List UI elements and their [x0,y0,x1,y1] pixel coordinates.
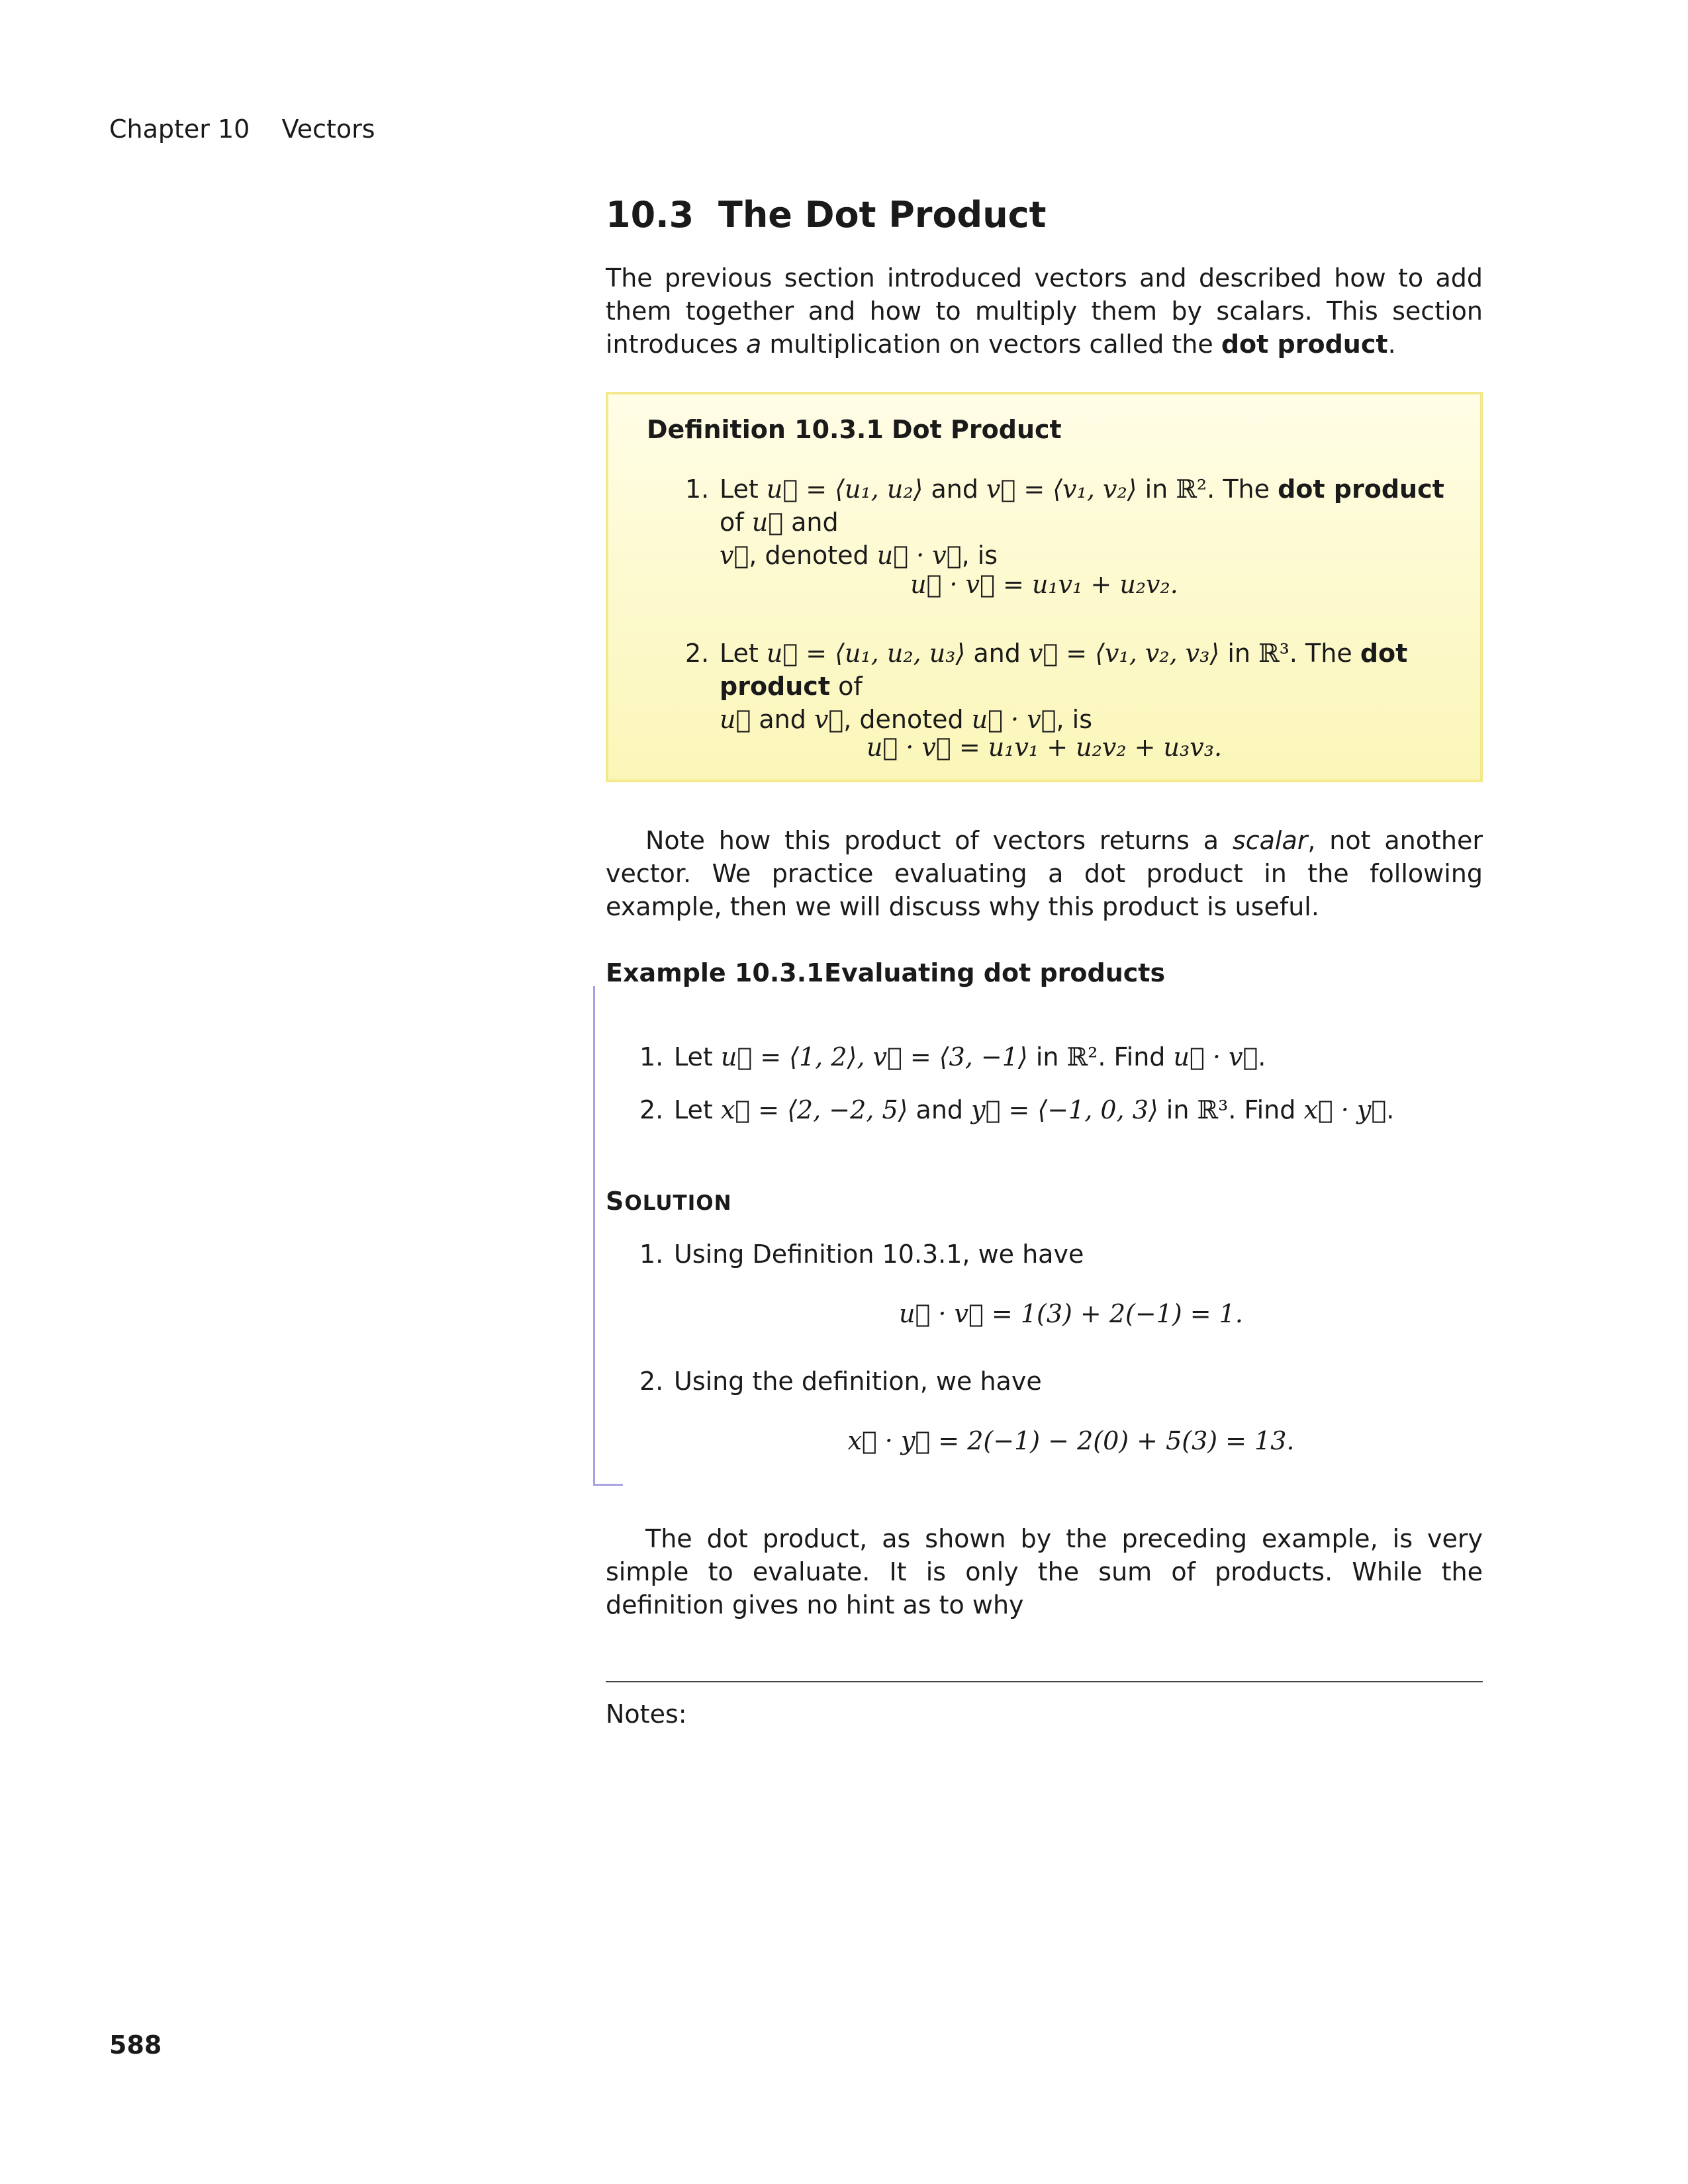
math: u⃗ [751,508,783,537]
definition-heading [647,413,1062,446]
section-title: The Dot Product [718,194,1047,236]
solution-formula-1: u⃗ · v⃗ = 1(3) + 2(−1) = 1. [899,1299,1243,1328]
text: , denoted [843,705,972,734]
math: u⃗ [720,705,751,734]
solution-formula-2: x⃗ · y⃗ = 2(−1) − 2(0) + 5(3) = 13. [847,1426,1295,1455]
math: u⃗ = ⟨u₁, u₂, u₃⟩ [766,639,966,668]
item-number: 2. [685,639,710,668]
note-text: Note how this product of vectors returns a [645,826,1233,855]
notes-label: Notes: [606,1700,687,1729]
math: u⃗ · v⃗ [876,541,962,570]
solution-item-1 [639,1238,1468,1271]
text: of [720,508,752,537]
math: v⃗ [720,541,749,570]
math: v⃗ = ⟨v₁, v₂, v₃⟩ [1028,639,1220,668]
intro-emphasis: a [745,330,762,359]
definition-item-1 [685,473,1448,572]
text: in [1158,1095,1197,1124]
bold-term: dot product [1278,475,1444,504]
definition-title: Dot Product [892,415,1062,444]
item-number: 1. [685,475,710,504]
math-space: ℝ³ [1258,639,1289,668]
example-item-1 [639,1040,1468,1073]
intro-paragraph [606,261,1483,361]
item-number: 1. [639,1042,664,1071]
text: and [783,508,839,537]
text: in [1027,1042,1067,1071]
item-number: 1. [639,1240,664,1269]
solution-text: Using Definition 10.3.1, we have [674,1240,1084,1269]
math: v⃗ [814,705,844,734]
definition-item-2 [685,637,1448,736]
math: u⃗ = ⟨u₁, u₂⟩ [766,475,923,504]
running-head: Chapter 10 Vectors [109,114,375,144]
text: Let [674,1095,721,1124]
math: v⃗ = ⟨v₁, v₂⟩ [986,475,1137,504]
item-number: 2. [639,1367,664,1396]
item-number: 2. [639,1095,664,1124]
closing-paragraph: The dot product, as shown by the preceding example, is very simple to evaluate. It is only the sum of products. While the definition gives no hint as to why [606,1524,1483,1619]
solution-heading: SOLUTION [606,1187,732,1216]
text: . The [1289,639,1360,668]
text: . Find [1228,1095,1304,1124]
example-title: Evaluating dot products [824,958,1166,987]
text: Let [720,639,767,668]
example-label: Example 10.3.1 [606,958,824,987]
text: . [1386,1095,1395,1124]
math: x⃗ = ⟨2, −2, 5⟩ [720,1095,908,1124]
text: . Find [1098,1042,1174,1071]
definition-box [606,392,1483,782]
math: u⃗ = ⟨1, 2⟩, v⃗ = ⟨3, −1⟩ [720,1042,1028,1071]
note-paragraph [606,824,1483,923]
text: in [1219,639,1259,668]
intro-bold-term: dot product [1221,330,1388,359]
solution-heading-rest: OLUTION [624,1191,732,1215]
math-space: ℝ² [1176,475,1207,504]
bold-term: dot product [720,639,1408,701]
intro-text: . [1387,330,1396,359]
text: and [965,639,1029,668]
intro-text: multiplication on vectors called the [761,330,1221,359]
page-number: 588 [109,2030,162,2060]
text: in [1137,475,1176,504]
definition-formula-2: u⃗ · v⃗ = u₁v₁ + u₂v₂ + u₃v₃. [866,733,1223,762]
note-text: , not another vector. We practice evaluating a dot product in the following example, then we will discuss why this product is useful. [606,826,1483,921]
example-heading [606,956,1165,989]
text: and [751,705,814,734]
text: . [1258,1042,1266,1071]
text: of [830,672,863,701]
text: , is [961,541,998,570]
definition-label: Definition 10.3.1 [647,415,884,444]
example-margin-bar-foot [593,1484,623,1486]
math: u⃗ · v⃗ [1173,1042,1258,1071]
text: Let [674,1042,721,1071]
example-margin-bar [593,986,595,1486]
text: and [908,1095,972,1124]
text: , is [1056,705,1093,734]
section-number: 10.3 [606,194,694,236]
solution-item-2 [639,1365,1468,1398]
note-emphasis: scalar [1232,826,1308,855]
intro-text: The previous section introduced vectors and described how to add them together and how to multiply them by scalars. This section introduces [606,263,1483,359]
math: x⃗ · y⃗ [1303,1095,1387,1124]
section-heading [606,192,1046,238]
text: Let [720,475,767,504]
text: . The [1207,475,1278,504]
example-item-2 [639,1093,1468,1126]
text: and [923,475,987,504]
solution-text: Using the definition, we have [674,1367,1042,1396]
math: u⃗ · v⃗ [971,705,1056,734]
math-space: ℝ³ [1197,1095,1229,1124]
math: y⃗ = ⟨−1, 0, 3⟩ [971,1095,1158,1124]
definition-formula-1: u⃗ · v⃗ = u₁v₁ + u₂v₂. [910,570,1178,599]
math-space: ℝ² [1066,1042,1098,1071]
notes-divider [606,1681,1483,1682]
text: , denoted [749,541,877,570]
